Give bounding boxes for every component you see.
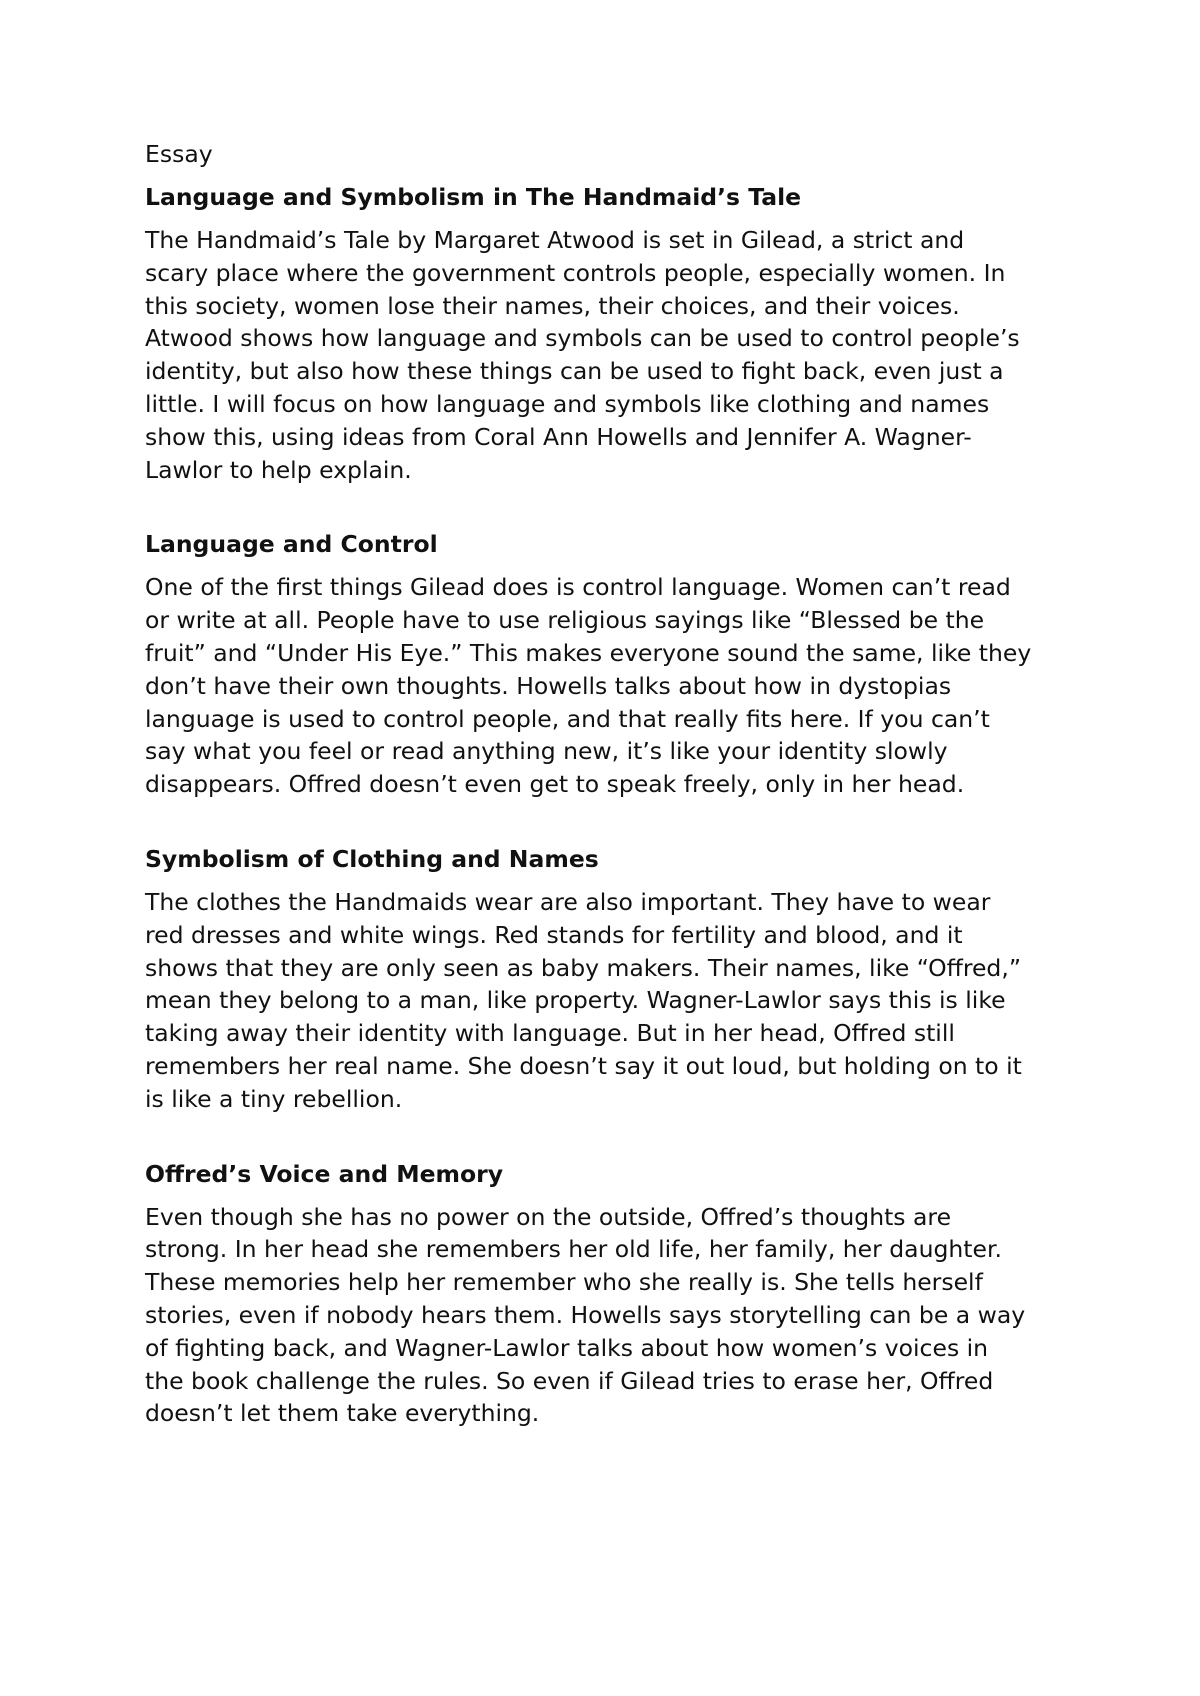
paragraph-line: of fighting back, and Wagner-Lawlor talks about how women’s voices in [145,1333,989,1362]
paragraph-line: or write at all. People have to use religious sayings like “Blessed be the [145,606,985,635]
section-paragraph [145,571,1080,801]
paragraph-line: fruit” and “Under His Eye.” This makes everyone sound the same, like they [145,638,1032,667]
paragraph-line: One of the first things Gilead does is control language. Women can’t read [145,573,1011,602]
paragraph-line: These memories help her remember who she really is. She tells herself [145,1268,983,1297]
paragraph-line: doesn’t let them take everything. [145,1399,540,1428]
section-language-and-control [145,528,1080,801]
paragraph-line: shows that they are only seen as baby makers. Their names, like “Offred,” [145,953,1021,982]
paragraph-line: taking away their identity with language. But in her head, Offred still [145,1019,955,1048]
paragraph-line: is like a tiny rebellion. [145,1084,403,1113]
essay-title: Language and Symbolism in The Handmaid’s Tale [145,183,802,211]
section-paragraph [145,1201,1080,1431]
paragraph-line: remembers her real name. She doesn’t say it out loud, but holding on to it [145,1051,1022,1080]
paragraph-line: this society, women lose their names, their choices, and their voices. [145,291,960,320]
paragraph-line: The clothes the Handmaids wear are also important. They have to wear [145,887,991,916]
paragraph-line: little. I will focus on how language and symbols like clothing and names [145,389,990,418]
section-paragraph [145,886,1080,1116]
paragraph-line: The Handmaid’s Tale by Margaret Atwood is set in Gilead, a strict and [145,226,965,254]
paragraph-line: scary place where the government controls people, especially women. In [145,258,1006,287]
paragraph-line: Even though she has no power on the outside, Offred’s thoughts are [145,1202,952,1231]
intro-paragraph [145,224,1080,486]
paragraph-line: show this, using ideas from Coral Ann Howells and Jennifer A. Wagner- [145,422,972,451]
paragraph-line: disappears. Offred doesn’t even get to speak freely, only in her head. [145,770,965,799]
paragraph-line: say what you feel or read anything new, it’s like your identity slowly [145,737,948,766]
paragraph-line: don’t have their own thoughts. Howells talks about how in dystopias [145,671,952,700]
paragraph-line: Lawlor to help explain. [145,455,412,484]
document-body [145,138,1080,1430]
document-label: Essay [145,140,213,168]
paragraph-line: mean they belong to a man, like property. Wagner-Lawlor says this is like [145,986,1006,1015]
section-symbolism-clothing-names [145,843,1080,1116]
paragraph-line: the book challenge the rules. So even if Gilead tries to erase her, Offred [145,1366,994,1395]
section-offreds-voice-memory [145,1158,1080,1431]
paragraph-line: Atwood shows how language and symbols can be used to control people’s [145,324,1020,353]
section-heading: Language and Control [145,530,438,559]
paragraph-line: identity, but also how these things can be used to fight back, even just a [145,357,1004,386]
section-heading: Symbolism of Clothing and Names [145,844,599,873]
paragraph-line: language is used to control people, and that really fits here. If you can’t [145,704,990,733]
section-heading: Offred’s Voice and Memory [145,1159,504,1188]
paragraph-line: red dresses and white wings. Red stands for fertility and blood, and it [145,920,963,949]
paragraph-line: strong. In her head she remembers her old life, her family, her daughter. [145,1235,1002,1264]
paragraph-line: stories, even if nobody hears them. Howells says storytelling can be a way [145,1300,1026,1329]
